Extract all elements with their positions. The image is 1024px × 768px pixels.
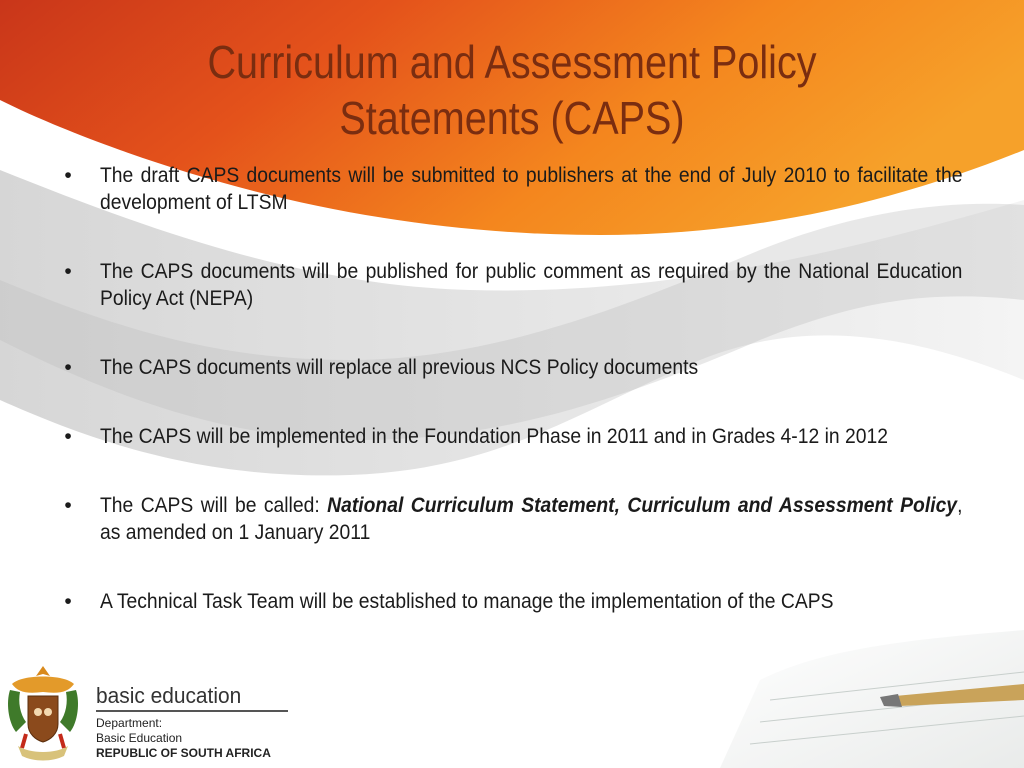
slide-title: Curriculum and Assessment Policy Statements (CAPS) [207, 36, 817, 144]
bullet-text: The CAPS will be implemented in the Foundation Phase in 2011 and in Grades 4-12 in 2012 [100, 425, 888, 448]
bullet-item [58, 492, 964, 546]
brand-name: basic education [96, 683, 242, 708]
bullet-text [100, 492, 962, 546]
bullet-text: The CAPS documents will replace all previous NCS Policy documents [100, 356, 699, 379]
bullet-item [58, 162, 964, 216]
bullet-item [58, 258, 964, 312]
dept-line1: Department: [96, 716, 163, 730]
bullet-text: The CAPS documents will be published for public comment as required by the National Education Policy Act (NEPA) [100, 260, 963, 310]
bullet-text: The draft CAPS documents will be submitted to publishers at the end of July 2010 to facilitate the development of LTSM [100, 164, 963, 214]
bullet-emphasis: National Curriculum Statement, Curriculum and Assessment Policy [327, 494, 958, 517]
bullet-list [58, 162, 964, 615]
dept-line3: REPUBLIC OF SOUTH AFRICA [96, 746, 271, 760]
bullet-glyph: • [64, 164, 72, 187]
bullet-glyph: • [64, 494, 72, 517]
bullet-suffix: , as amended on 1 January 2011 [100, 494, 963, 544]
bullet-item [58, 423, 964, 450]
bullet-glyph: • [64, 590, 72, 613]
bullet-item [58, 354, 964, 381]
bullet-item [58, 588, 964, 615]
bullet-glyph: • [64, 356, 72, 379]
department-block [96, 716, 271, 761]
coat-of-arms-logo [2, 662, 84, 766]
brand-divider [96, 710, 288, 712]
dept-line2: Basic Education [96, 731, 183, 745]
bullet-glyph: • [64, 425, 72, 448]
bullet-text: A Technical Task Team will be established to manage the implementation of the CAPS [100, 590, 834, 613]
bullet-prefix: The CAPS will be called: [100, 494, 328, 517]
bullet-glyph: • [64, 260, 72, 283]
